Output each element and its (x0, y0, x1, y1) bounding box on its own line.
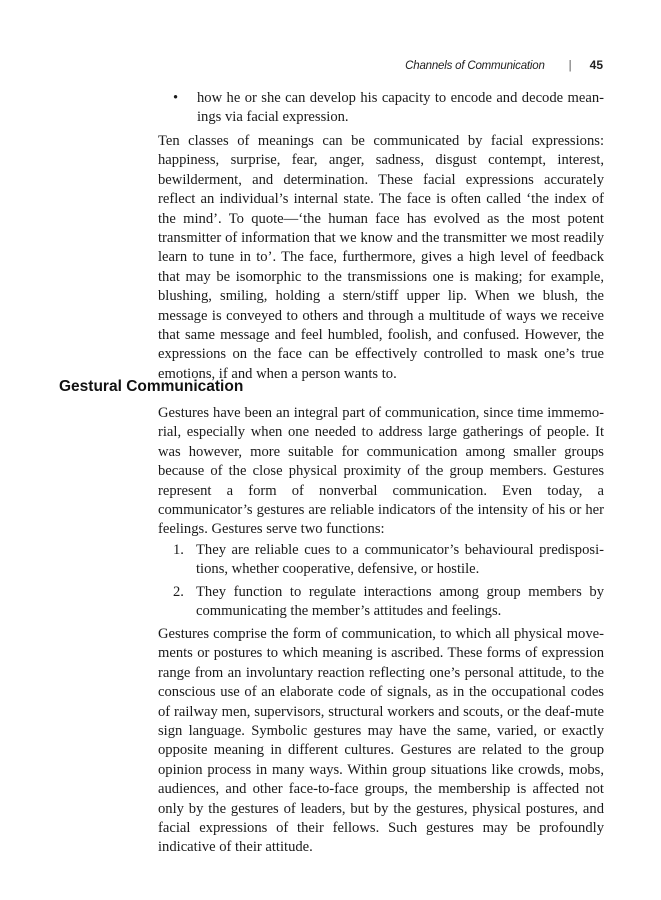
bullet-mark: • (173, 90, 179, 106)
paragraph-gestures-forms: Gestures comprise the form of communication, to which all physical movements or postures to which meaning is ascribed. These forms of expression range from an involuntary reaction reflecting one’s personal attitude, to the conscious use of an elaborate code of signals, as in the occupational codes of railway men, supervisors, structural workers and scouts, or the deaf-mute sign language. Symbolic gestures may have the same, varied, or exactly opposite meaning in different cultures. Gestures are related to the group opinion process in many ways. Within group situations like crowds, mobs, audiences, and other face-to-face groups, the membership is affected not only by the gestures of leaders, but by the gestures, physical postures, and facial expressions of their fellows. Such gestures may be profoundly indicative of their attitude. (158, 626, 604, 856)
list-number: 1. (173, 542, 184, 558)
list-item (173, 541, 604, 580)
paragraph-facial-expressions: Ten classes of meanings can be communicated by facial expressions: happiness, surprise, fear, anger, sadness, disgust contempt, interest, bewilderment, and determination. These facial expressions accurately reflect an individual’s internal state. The face is often called ‘the index of the mind’. To quote—‘the human face has evolved as the most potent transmitter of information that we know and the transmitter we most readily learn to tune in to’. The face, furthermore, gives a high level of feedback that may be isomorphic to the transmissions one is making; for example, blushing, smiling, holding a stern/stiff upper lip. When we blush, the message is conveyed to others and through a multitude of ways we receive that same message and feel humbled, foolish, and confused. However, the expressions on the face can be effectively controlled to mask one’s true emotions, if and when a person wants to. (158, 133, 604, 382)
running-head-separator: | (568, 60, 572, 72)
list-item-text: They are reliable cues to a communicator’s behavioural predispositions, whether cooperative, defensive, or hostile. (196, 542, 604, 578)
list-number: 2. (173, 583, 184, 600)
list-item (173, 89, 604, 128)
list-item-text: how he or she can develop his capacity to encode and decode meanings via facial expression. (197, 90, 604, 126)
running-head-title: Channels of Communication (405, 60, 545, 72)
running-head (405, 58, 603, 72)
bullet-list (173, 89, 604, 128)
numbered-list (173, 541, 604, 625)
list-item (173, 583, 604, 622)
page-number: 45 (589, 58, 603, 72)
paragraph-gestures-intro: Gestures have been an integral part of communication, since time immemorial, especially when one needed to address large gatherings of people. It was however, more suitable for communication among smaller groups because of the close physical proximity of the group members. Gestures represent a form of nonverbal communication. Even today, a communicator’s gestures are reliable indicators of the intensity of his or her feelings. Gestures serve two functions: (158, 405, 604, 538)
list-item-text: They function to regulate interactions among group members by communicating the member’s attitudes and feelings. (196, 583, 604, 620)
section-heading: Gestural Communication (59, 378, 244, 395)
